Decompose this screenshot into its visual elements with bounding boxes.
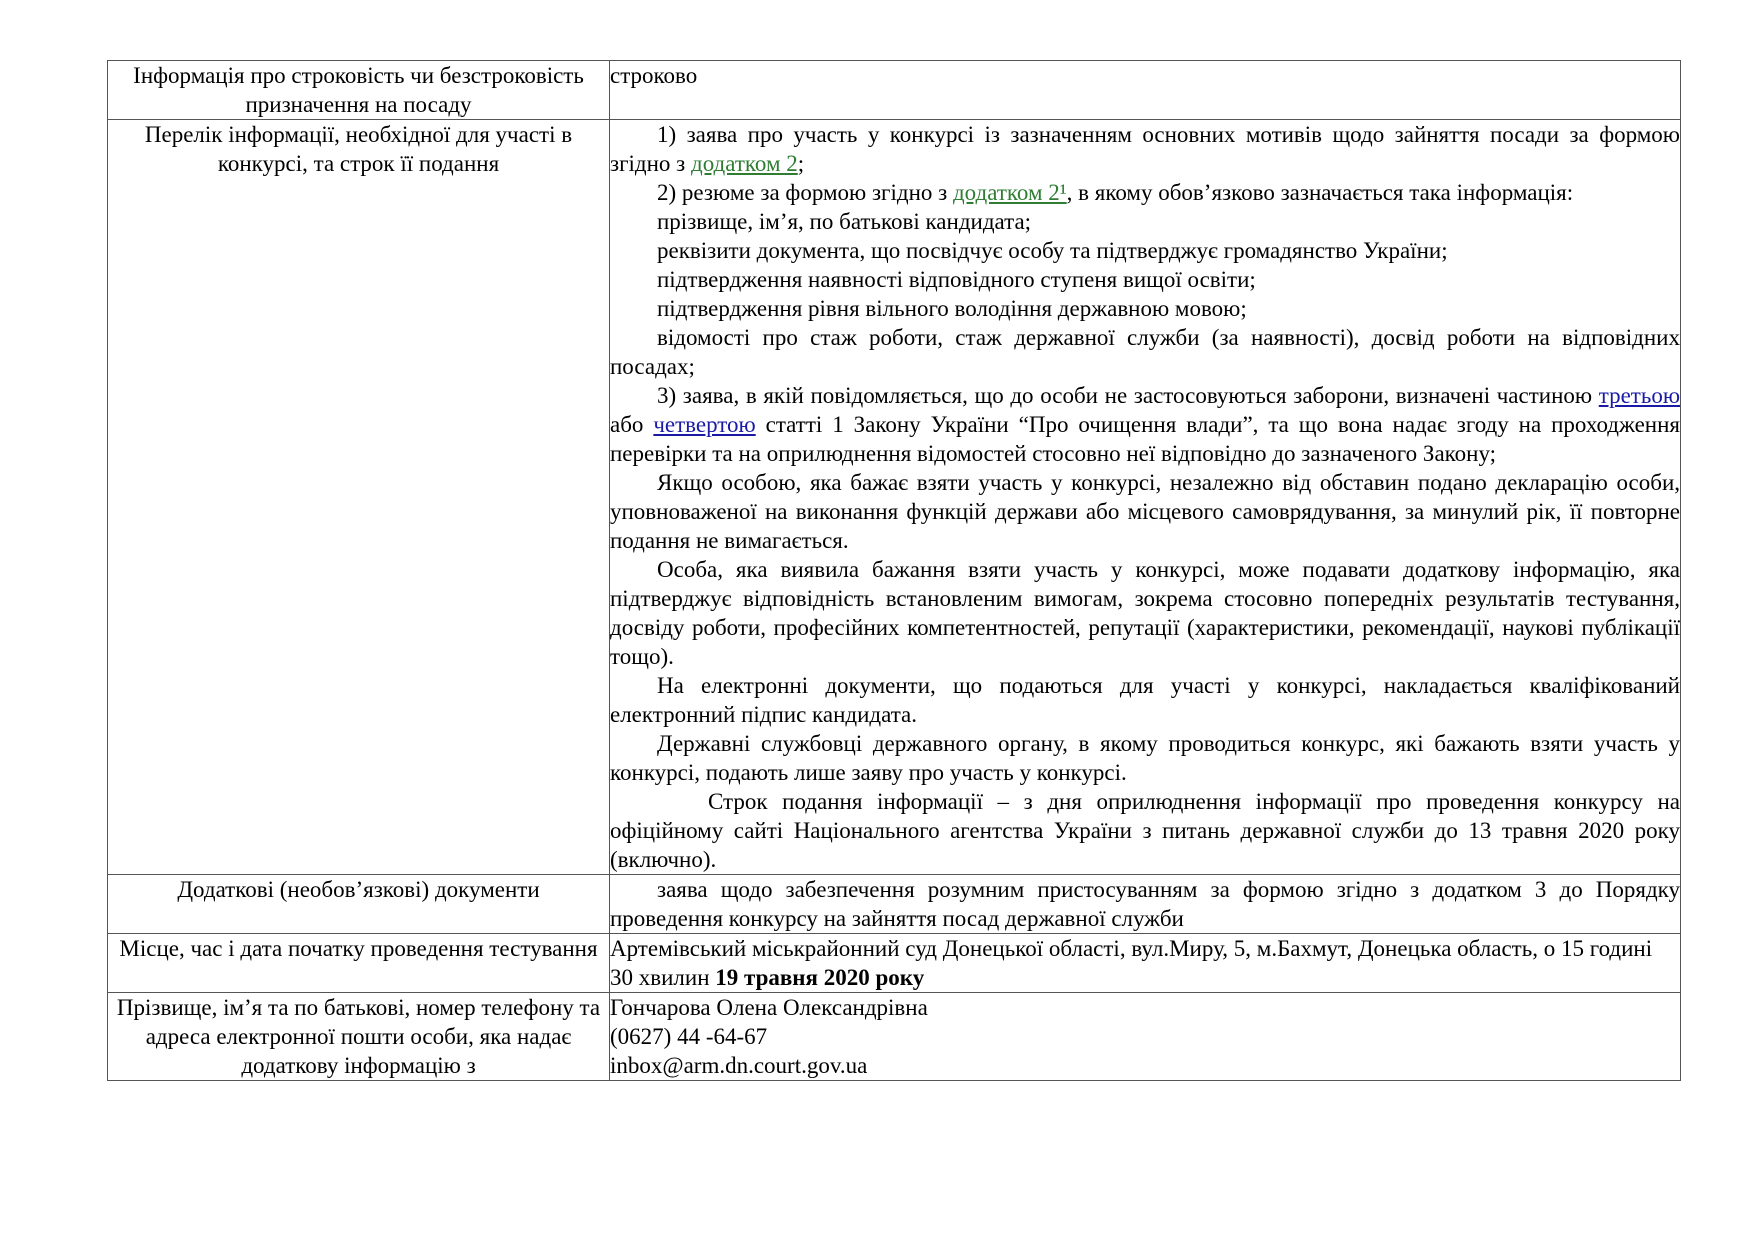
optional-documents-value: заява щодо забезпечення розумним пристосуванням за формою згідно з додатком 3 до Порядку проведення конкурсу на зайняття посад державної служби: [610, 877, 1680, 931]
row-label: Місце, час і дата початку проведення тестування: [108, 934, 610, 993]
row-label: Прізвище, ім’я та по батькові, номер телефону та адреса електронної пошти особи, яка надає додаткову інформацію з: [108, 993, 610, 1081]
resume-field: прізвище, ім’я, по батькові кандидата;: [657, 209, 1032, 234]
item-text: 2) резюме за формою згідно з: [657, 180, 953, 205]
appendix-2-link[interactable]: додатком 2: [691, 151, 798, 176]
part-three-link[interactable]: третьою: [1598, 383, 1680, 408]
resume-field: підтвердження наявності відповідного ступеня вищої освіти;: [657, 267, 1256, 292]
row-value: [610, 993, 1681, 1081]
item-resume: [610, 178, 1680, 207]
civil-servants-paragraph: Державні службовці державного органу, в якому проводиться конкурс, які бажають взяти участь у конкурсі, подають лише заяву про участь у конкурсі.: [610, 731, 1680, 785]
table-row-testing-place: [108, 934, 1681, 993]
part-four-link[interactable]: четвертою: [653, 412, 756, 437]
resume-field: реквізити документа, що посвідчує особу та підтверджує громадянство України;: [657, 238, 1448, 263]
table-row-term: [108, 61, 1681, 120]
row-label: Інформація про строковість чи безстроковість призначення на посаду: [108, 61, 610, 120]
table-row-contact: [108, 993, 1681, 1081]
deadline-paragraph: Строк подання інформації – з дня оприлюднення інформації про проведення конкурсу на офіційному сайті Національного агентства України з питань державної служби до 13 травня 2020 року (включно).: [610, 789, 1680, 872]
table-row-optional-documents: [108, 875, 1681, 934]
item-lustration-statement: [610, 381, 1680, 468]
testing-date: 19 травня 2020 року: [715, 965, 925, 990]
testing-place-value: [610, 934, 1680, 992]
item-text: , в якому обов’язково зазначається така інформація:: [1066, 180, 1574, 205]
additional-info-paragraph: Особа, яка виявила бажання взяти участь у конкурсі, може подавати додаткову інформацію, яка підтверджує відповідність встановленим вимогам, зокрема стосовно попередніх результатів тестування, досвіду роботи, професійних компетентностей, репутації (характеристики, рекомендації, наукові публікації тощо).: [610, 557, 1680, 669]
item-text: або: [610, 412, 654, 437]
item-text: ;: [797, 151, 805, 176]
contact-name: Гончарова Олена Олександрівна: [610, 995, 928, 1020]
declaration-paragraph: Якщо особою, яка бажає взяти участь у конкурсі, незалежно від обставин подано декларацію особи, уповноваженої на виконання функцій держави або місцевого самоврядування, за минулий рік, її повторне подання не вимагається.: [610, 470, 1680, 553]
row-label: Додаткові (необов’язкові) документи: [108, 875, 610, 934]
term-value: строково: [610, 63, 698, 88]
item-text: 3) заява, в якій повідомляється, що до особи не застосовуються заборони, визначені частиною: [657, 383, 1599, 408]
contact-phone: (0627) 44 -64-67: [610, 1024, 768, 1049]
resume-field: відомості про стаж роботи, стаж державної служби (за наявності), досвід роботи на відповідних посадах;: [610, 325, 1680, 379]
vacancy-info-table: [107, 60, 1681, 1081]
row-value: [610, 61, 1681, 120]
testing-place-text: Артемівський міськрайонний суд Донецької області, вул.Миру, 5, м.Бахмут, Донецька область, о 15 годині 30 хвилин: [610, 936, 1653, 990]
electronic-signature-paragraph: На електронні документи, що подаються для участі у конкурсі, накладається кваліфікований електронний підпис кандидата.: [610, 673, 1680, 727]
contact-email: inbox@arm.dn.court.gov.ua: [610, 1053, 868, 1078]
row-label: Перелік інформації, необхідної для участі в конкурсі, та строк її подання: [108, 120, 610, 875]
row-value: [610, 120, 1681, 875]
resume-field: підтвердження рівня вільного володіння державною мовою;: [657, 296, 1247, 321]
row-value: [610, 934, 1681, 993]
item-text: статті 1 Закону України “Про очищення влади”, та що вона надає згоду на проходження перевірки та на оприлюднення відомостей стосовно неї відповідно до зазначеного Закону;: [610, 412, 1680, 466]
row-value: [610, 875, 1681, 934]
table-row-required-documents: [108, 120, 1681, 875]
item-text: 1) заява про участь у конкурсі із зазначенням основних мотивів щодо зайняття посади за формою згідно з: [610, 122, 1680, 176]
item-application: [610, 120, 1680, 178]
appendix-2-1-link[interactable]: додатком 2¹: [952, 180, 1067, 205]
